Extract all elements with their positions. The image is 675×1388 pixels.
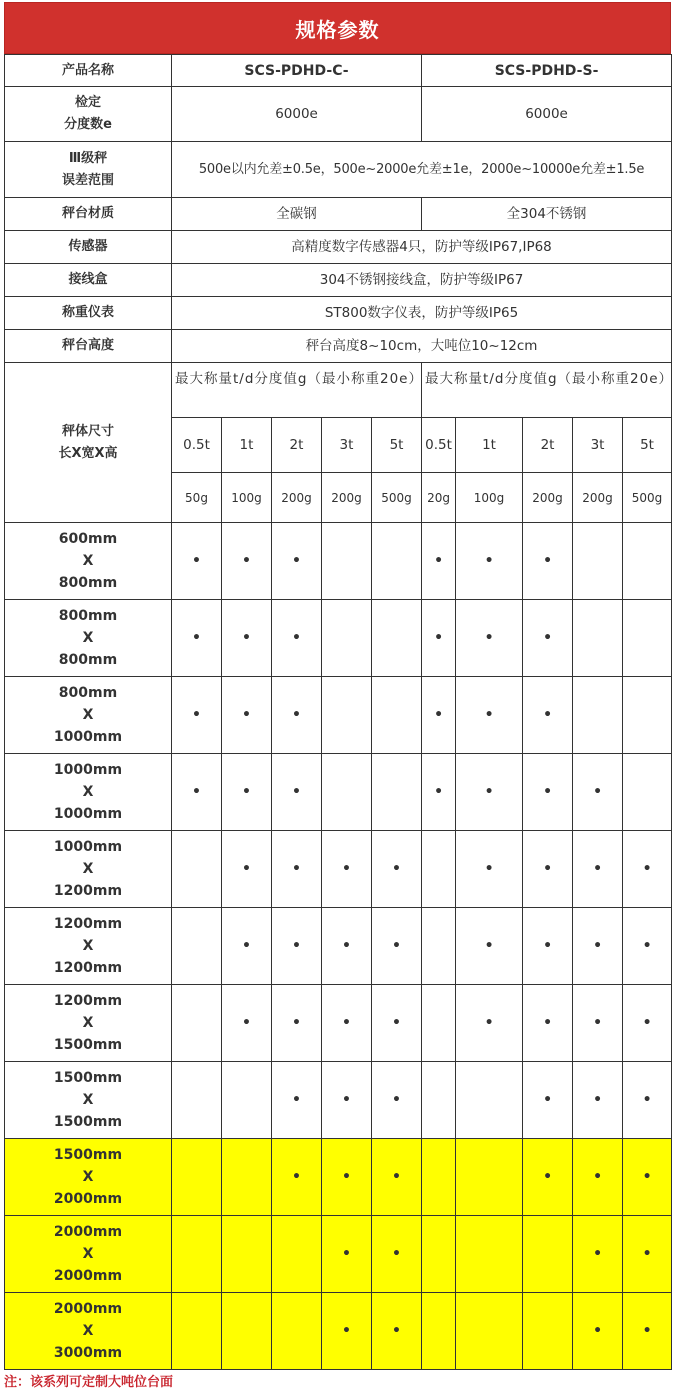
availability-empty	[172, 831, 222, 908]
availability-dot: •	[272, 908, 322, 985]
size-dim2: 2000mm	[53, 1191, 123, 1207]
availability-dot: •	[523, 1062, 573, 1139]
division-s-4: 500g	[623, 473, 672, 523]
availability-dot: •	[272, 754, 322, 831]
availability-dot: •	[222, 831, 272, 908]
row-product-name	[5, 55, 672, 87]
size-row	[5, 985, 672, 1062]
size-dim1: 1000mm	[53, 762, 123, 778]
material-c: 全碳钢	[172, 198, 422, 231]
availability-dot: •	[272, 1139, 322, 1216]
availability-empty	[456, 1216, 523, 1293]
availability-dot: •	[372, 985, 422, 1062]
size-dim2: 800mm	[58, 652, 118, 668]
availability-dot: •	[372, 1139, 422, 1216]
size-x: X	[82, 630, 94, 646]
size-dim2: 1500mm	[53, 1114, 123, 1130]
sensor-value: 高精度数字传感器4只，防护等级IP67,IP68	[172, 231, 672, 264]
availability-dot: •	[272, 523, 322, 600]
junction-box-value: 304不锈钢接线盒，防护等级IP67	[172, 264, 672, 297]
availability-dot: •	[623, 1293, 672, 1370]
availability-dot: •	[322, 1216, 372, 1293]
label-line1: 秤体尺寸	[61, 423, 114, 439]
division-c-3: 200g	[322, 473, 372, 523]
label-line2: 分度数e	[64, 117, 112, 132]
availability-empty	[422, 1139, 456, 1216]
size-dim1: 600mm	[58, 531, 118, 547]
availability-empty	[422, 1293, 456, 1370]
model-s: SCS-PDHD-S-	[422, 55, 672, 87]
size-dim1: 1000mm	[53, 839, 123, 855]
size-x: X	[82, 861, 94, 877]
size-x: X	[82, 1323, 94, 1339]
availability-dot: •	[422, 600, 456, 677]
division-c-2: 200g	[272, 473, 322, 523]
model-c: SCS-PDHD-C-	[172, 55, 422, 87]
size-row	[5, 1062, 672, 1139]
capacity-s-3: 3t	[573, 418, 623, 473]
size-dim1: 1200mm	[53, 916, 123, 932]
availability-dot: •	[456, 754, 523, 831]
availability-empty	[222, 1139, 272, 1216]
size-dim2: 1200mm	[53, 960, 123, 976]
size-row	[5, 1139, 672, 1216]
availability-dot: •	[456, 600, 523, 677]
capacity-c-2: 2t	[272, 418, 322, 473]
size-row	[5, 523, 672, 600]
availability-dot: •	[272, 677, 322, 754]
availability-dot: •	[456, 523, 523, 600]
spec-sheet	[4, 2, 674, 1370]
availability-empty	[222, 1062, 272, 1139]
size-x: X	[82, 553, 94, 569]
availability-empty	[422, 831, 456, 908]
size-dim1: 1500mm	[53, 1147, 123, 1163]
availability-dot: •	[322, 985, 372, 1062]
availability-empty	[623, 677, 672, 754]
availability-empty	[322, 677, 372, 754]
availability-dot: •	[172, 600, 222, 677]
capacity-s-4: 5t	[623, 418, 672, 473]
divisions-s: 6000e	[422, 87, 672, 142]
label-size	[5, 363, 172, 523]
size-dim2: 1000mm	[53, 729, 123, 745]
availability-empty	[456, 1293, 523, 1370]
label-error-range	[5, 142, 172, 198]
availability-empty	[422, 1062, 456, 1139]
label-material: 秤台材质	[5, 198, 172, 231]
availability-dot: •	[456, 831, 523, 908]
size-row	[5, 1216, 672, 1293]
label-divisions	[5, 87, 172, 142]
division-c-1: 100g	[222, 473, 272, 523]
size-dim2: 1500mm	[53, 1037, 123, 1053]
availability-empty	[523, 1216, 573, 1293]
availability-dot: •	[322, 908, 372, 985]
availability-dot: •	[573, 1216, 623, 1293]
availability-dot: •	[623, 1216, 672, 1293]
division-c-0: 50g	[172, 473, 222, 523]
availability-dot: •	[523, 523, 573, 600]
availability-empty	[322, 600, 372, 677]
availability-dot: •	[623, 831, 672, 908]
availability-dot: •	[523, 600, 573, 677]
availability-empty	[172, 1216, 222, 1293]
availability-dot: •	[523, 1139, 573, 1216]
material-s: 全304不锈钢	[422, 198, 672, 231]
availability-empty	[422, 1216, 456, 1293]
availability-dot: •	[322, 1293, 372, 1370]
label-junction-box: 接线盒	[5, 264, 172, 297]
availability-dot: •	[623, 1062, 672, 1139]
size-dim1: 800mm	[58, 685, 118, 701]
availability-empty	[172, 908, 222, 985]
capacity-s-2: 2t	[523, 418, 573, 473]
size-row	[5, 908, 672, 985]
row-divisions	[5, 87, 672, 142]
availability-empty	[322, 523, 372, 600]
size-x: X	[82, 707, 94, 723]
size-label	[5, 523, 172, 600]
size-row	[5, 1293, 672, 1370]
division-s-0: 20g	[422, 473, 456, 523]
availability-empty	[623, 523, 672, 600]
availability-dot: •	[523, 754, 573, 831]
size-dim1: 2000mm	[53, 1224, 123, 1240]
availability-dot: •	[372, 1216, 422, 1293]
size-dim2: 2000mm	[53, 1268, 123, 1284]
availability-dot: •	[573, 1293, 623, 1370]
availability-dot: •	[573, 831, 623, 908]
footnote: 注：该系列可定制大吨位台面	[4, 1375, 174, 1388]
size-label	[5, 908, 172, 985]
size-label	[5, 1293, 172, 1370]
capacity-c-3: 3t	[322, 418, 372, 473]
availability-empty	[172, 1139, 222, 1216]
size-x: X	[82, 784, 94, 800]
availability-dot: •	[573, 754, 623, 831]
availability-dot: •	[523, 908, 573, 985]
availability-dot: •	[322, 831, 372, 908]
row-junction-box	[5, 264, 672, 297]
label-line1: Ⅲ级秤	[68, 150, 108, 166]
availability-empty	[372, 754, 422, 831]
availability-dot: •	[573, 985, 623, 1062]
row-sensor	[5, 231, 672, 264]
availability-empty	[172, 985, 222, 1062]
size-label	[5, 754, 172, 831]
size-label	[5, 1139, 172, 1216]
availability-empty	[456, 1139, 523, 1216]
divisions-c: 6000e	[172, 87, 422, 142]
availability-dot: •	[456, 985, 523, 1062]
availability-empty	[272, 1293, 322, 1370]
availability-empty	[623, 600, 672, 677]
availability-dot: •	[456, 908, 523, 985]
size-dim2: 1000mm	[53, 806, 123, 822]
error-range-value: 500e以内允差±0.5e，500e~2000e允差±1e，2000e~10000e允差±1.5e	[172, 142, 672, 198]
size-dim1: 2000mm	[53, 1301, 123, 1317]
size-x: X	[82, 1169, 94, 1185]
label-indicator: 称重仪表	[5, 297, 172, 330]
size-x: X	[82, 1015, 94, 1031]
capacity-s-0: 0.5t	[422, 418, 456, 473]
availability-dot: •	[272, 600, 322, 677]
availability-empty	[456, 1062, 523, 1139]
row-indicator	[5, 297, 672, 330]
size-dim1: 1500mm	[53, 1070, 123, 1086]
availability-dot: •	[222, 754, 272, 831]
availability-dot: •	[222, 677, 272, 754]
availability-empty	[523, 1293, 573, 1370]
availability-dot: •	[272, 1062, 322, 1139]
division-c-4: 500g	[372, 473, 422, 523]
row-material	[5, 198, 672, 231]
availability-empty	[573, 523, 623, 600]
size-dim2: 1200mm	[53, 883, 123, 899]
availability-dot: •	[456, 677, 523, 754]
availability-dot: •	[573, 1139, 623, 1216]
availability-empty	[623, 754, 672, 831]
size-row	[5, 754, 672, 831]
availability-dot: •	[372, 1293, 422, 1370]
availability-empty	[172, 1062, 222, 1139]
row-size-caption	[5, 363, 672, 418]
size-label	[5, 985, 172, 1062]
size-label	[5, 600, 172, 677]
size-x: X	[82, 938, 94, 954]
availability-dot: •	[222, 985, 272, 1062]
availability-empty	[222, 1216, 272, 1293]
availability-dot: •	[623, 908, 672, 985]
availability-empty	[573, 677, 623, 754]
label-sensor: 传感器	[5, 231, 172, 264]
size-dim1: 800mm	[58, 608, 118, 624]
availability-dot: •	[372, 831, 422, 908]
availability-empty	[272, 1216, 322, 1293]
availability-dot: •	[222, 600, 272, 677]
availability-dot: •	[272, 831, 322, 908]
size-dim1: 1200mm	[53, 993, 123, 1009]
size-dim2: 800mm	[58, 575, 118, 591]
capacity-c-1: 1t	[222, 418, 272, 473]
division-s-2: 200g	[523, 473, 573, 523]
row-platform-height	[5, 330, 672, 363]
row-error-range	[5, 142, 672, 198]
size-row	[5, 831, 672, 908]
size-label	[5, 1216, 172, 1293]
size-label	[5, 677, 172, 754]
availability-dot: •	[422, 754, 456, 831]
availability-empty	[573, 600, 623, 677]
availability-dot: •	[172, 523, 222, 600]
availability-dot: •	[523, 985, 573, 1062]
availability-dot: •	[322, 1062, 372, 1139]
caption-c: 最大称量t/d分度值g（最小称重20e）	[172, 363, 422, 418]
capacity-s-1: 1t	[456, 418, 523, 473]
availability-dot: •	[523, 677, 573, 754]
availability-dot: •	[573, 908, 623, 985]
label-platform-height: 秤台高度	[5, 330, 172, 363]
division-s-1: 100g	[456, 473, 523, 523]
indicator-value: ST800数字仪表，防护等级IP65	[172, 297, 672, 330]
availability-dot: •	[372, 1062, 422, 1139]
spec-title: 规格参数	[4, 2, 671, 54]
size-label	[5, 831, 172, 908]
availability-dot: •	[222, 908, 272, 985]
availability-empty	[372, 677, 422, 754]
availability-empty	[422, 985, 456, 1062]
size-x: X	[82, 1246, 94, 1262]
label-line2: 长X宽X高	[58, 445, 118, 461]
availability-empty	[222, 1293, 272, 1370]
availability-dot: •	[172, 754, 222, 831]
availability-empty	[372, 523, 422, 600]
availability-dot: •	[573, 1062, 623, 1139]
platform-height-value: 秤台高度8~10cm，大吨位10~12cm	[172, 330, 672, 363]
capacity-c-0: 0.5t	[172, 418, 222, 473]
size-row	[5, 600, 672, 677]
availability-empty	[422, 908, 456, 985]
label-product-name: 产品名称	[5, 55, 172, 87]
availability-dot: •	[523, 831, 573, 908]
availability-dot: •	[422, 523, 456, 600]
availability-dot: •	[623, 985, 672, 1062]
availability-dot: •	[222, 523, 272, 600]
capacity-c-4: 5t	[372, 418, 422, 473]
availability-dot: •	[322, 1139, 372, 1216]
availability-empty	[322, 754, 372, 831]
size-row	[5, 677, 672, 754]
label-line2: 误差范围	[61, 172, 114, 188]
availability-dot: •	[623, 1139, 672, 1216]
size-label	[5, 1062, 172, 1139]
availability-dot: •	[372, 908, 422, 985]
availability-dot: •	[272, 985, 322, 1062]
availability-empty	[372, 600, 422, 677]
size-dim2: 3000mm	[53, 1345, 123, 1361]
availability-dot: •	[422, 677, 456, 754]
division-s-3: 200g	[573, 473, 623, 523]
availability-dot: •	[172, 677, 222, 754]
label-line1: 检定	[74, 95, 101, 110]
caption-s: 最大称量t/d分度值g（最小称重20e）	[422, 363, 672, 418]
spec-table	[4, 54, 672, 1370]
size-x: X	[82, 1092, 94, 1108]
availability-empty	[172, 1293, 222, 1370]
